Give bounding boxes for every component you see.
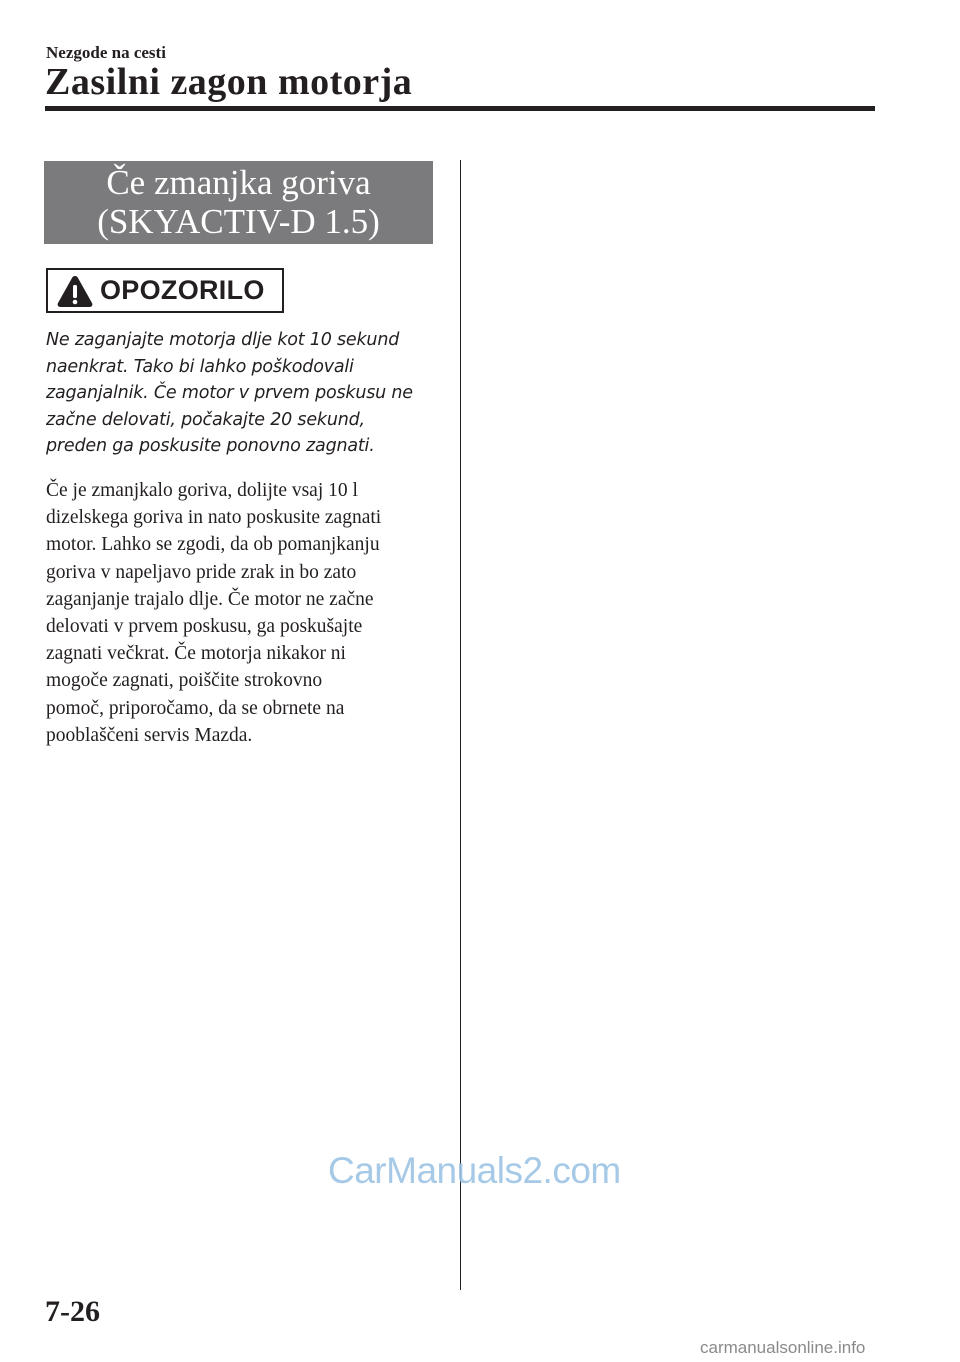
section-heading — [44, 161, 433, 244]
warning-box — [46, 268, 284, 313]
body-text-line: pooblaščeni servis Mazda. — [46, 724, 253, 746]
breadcrumb: Nezgode na cesti — [46, 43, 166, 62]
footer-url: carmanualsonline.info — [700, 1338, 866, 1357]
body-paragraph — [46, 477, 446, 749]
body-text-line: goriva v napeljavo pride zrak in bo zato — [46, 561, 357, 583]
body-text-line: zaganjanje trajalo dlje. Če motor ne začne — [46, 588, 374, 610]
warning-text — [46, 327, 446, 460]
warning-text-line: zaganjalnik. Če motor v prvem poskusu ne — [46, 383, 413, 403]
body-text-line: pomoč, priporočamo, da se obrnete na — [46, 697, 345, 719]
body-text-line: delovati v prvem poskusu, ga poskušajte — [46, 616, 363, 638]
section-heading-line-2: (SKYACTIV-D 1.5) — [97, 202, 380, 241]
warning-text-line: začne delovati, počakajte 20 sekund, — [46, 409, 365, 430]
page-number: 7-26 — [45, 1295, 100, 1328]
title-rule — [45, 106, 875, 111]
warning-text-line: preden ga poskusite ponovno zagnati. — [46, 436, 375, 456]
column-divider — [460, 160, 461, 1290]
body-text-line: zagnati večkrat. Če motorja nikakor ni — [46, 643, 346, 665]
body-text-line: dizelskega goriva in nato poskusite zagnati — [46, 507, 382, 529]
body-text-line: Če je zmanjkalo goriva, dolijte vsaj 10 l — [46, 480, 358, 501]
body-text-line: mogoče zagnati, poiščite strokovno — [46, 670, 323, 692]
warning-text-line: naenkrat. Tako bi lahko poškodovali — [46, 356, 354, 377]
warning-label: OPOZORILO — [100, 275, 265, 305]
warning-triangle-icon — [56, 274, 94, 308]
warning-text-line: Ne zaganjajte motorja dlje kot 10 sekund — [46, 330, 400, 350]
watermark: CarManuals2.com — [328, 1150, 621, 1191]
body-text-line: motor. Lahko se zgodi, da ob pomanjkanju — [46, 534, 380, 556]
page-title: Zasilni zagon motorja — [45, 61, 413, 103]
section-heading-line-1: Če zmanjka goriva — [106, 163, 371, 202]
